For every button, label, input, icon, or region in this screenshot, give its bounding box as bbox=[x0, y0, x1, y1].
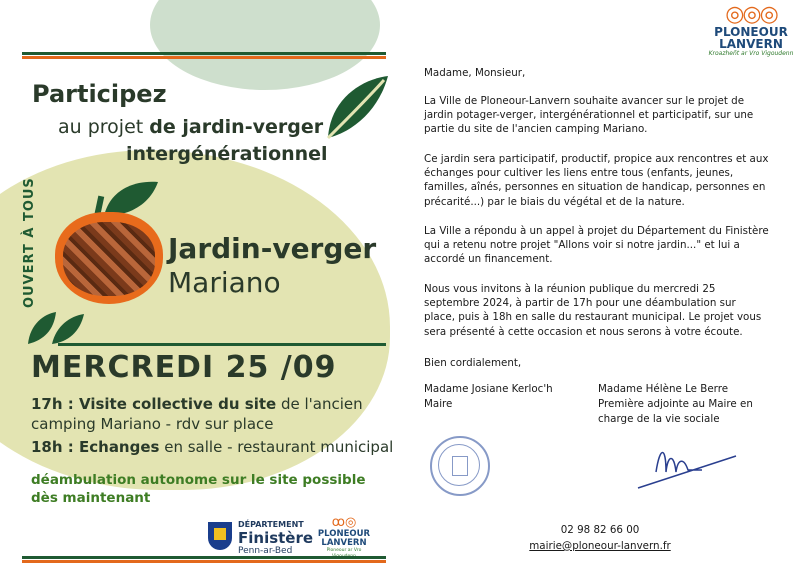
departement-line3: Penn-ar-Bed bbox=[238, 546, 293, 556]
visit-time: 17h : Visite collective du site bbox=[31, 395, 277, 413]
small-leaves-icon bbox=[24, 304, 86, 348]
letter-paragraph-4: Nous vous invitons à la réunion publique du mercredi 25 septembre 2024, à partir de 17h pour une déambulation sur place, puis à 18h en salle du restaurant municipal. Le projet vous sera présenté à cette occasion et nous serons à votre écoute. bbox=[424, 283, 762, 338]
letter-paragraph-2: Ce jardin sera participatif, productif, propice aux rencontres et aux échanges pour cultiver les liens entre tous (enfants, jeunes, familles, aînés, personnes en situation de handicap, personnes en précarité...) par le biais du végétal et de la nature. bbox=[424, 153, 769, 208]
town-spiral-icon: ◎◎◎ bbox=[725, 2, 777, 27]
signatory-deputy bbox=[598, 382, 788, 427]
autonomous-visit-note: déambulation autonome sur le site possible dès maintenant bbox=[31, 472, 366, 506]
garden-name-line1: Jardin-verger bbox=[168, 232, 377, 265]
flyer-subtitle bbox=[58, 116, 323, 138]
open-to-all-badge bbox=[22, 178, 40, 308]
schedule-exchange bbox=[31, 438, 400, 456]
contact-email[interactable]: mairie@ploneour-lanvern.fr bbox=[529, 540, 671, 552]
town-spiral-icon: ꝏ◎ bbox=[331, 515, 357, 530]
mayor-role: Maire bbox=[424, 398, 453, 410]
top-stripe-orange bbox=[22, 56, 386, 59]
garden-name-line2: Mariano bbox=[168, 266, 281, 299]
flyer-title: Participez bbox=[32, 80, 167, 108]
invitation-letter bbox=[400, 0, 800, 572]
departement-logo bbox=[208, 518, 316, 558]
town-logo bbox=[708, 4, 794, 66]
letter-paragraph-3: La Ville a répondu à un appel à projet du Département du Finistère qui a retenu notre projet "Allons voir si notre jardin..." et lui a accordé un financement. bbox=[424, 225, 769, 266]
event-date: MERCREDI 25 /09 bbox=[31, 350, 337, 385]
subtitle-plain: au projet bbox=[58, 116, 150, 138]
town-logo-small-tagline: Ploneour ar Vro bbox=[326, 548, 362, 553]
town-logo-line1: PLONEOUR bbox=[714, 25, 788, 39]
letter-paragraph-1: La Ville de Ploneour-Lanvern souhaite avancer sur le projet de jardin potager-verger, intergénérationnel et participatif, sur une partie du site de l'ancien camping Mariano. bbox=[424, 95, 754, 136]
departement-line1: DÉPARTEMENT bbox=[238, 520, 304, 529]
subtitle-bold: de jardin-verger bbox=[149, 116, 324, 138]
letter-closing: Bien cordialement, bbox=[424, 357, 522, 369]
open-to-all-text: OUVERT À TOUS bbox=[22, 177, 37, 308]
letter-salutation: Madame, Monsieur, bbox=[424, 67, 526, 79]
schedule-visit bbox=[31, 394, 391, 434]
top-stripe-green bbox=[22, 52, 386, 55]
flyer-subtitle-line2: intergénérationnel bbox=[126, 143, 328, 165]
deputy-role: Première adjointe au Maire en charge de la vie sociale bbox=[598, 398, 753, 425]
town-logo-line2: LANVERN bbox=[719, 37, 783, 51]
town-logo-tagline: Kroazheñt ar Vro Vigoudenn bbox=[708, 50, 794, 57]
town-logo-small-line1: PLONEOUR bbox=[317, 529, 371, 539]
signatory-mayor bbox=[424, 382, 553, 412]
contact-info bbox=[400, 522, 800, 554]
deputy-name: Madame Hélène Le Berre bbox=[598, 383, 729, 395]
garden-photo bbox=[63, 222, 155, 296]
leaf-icon bbox=[318, 72, 390, 142]
exchange-details: en salle - restaurant municipal bbox=[159, 438, 394, 456]
town-logo-small bbox=[316, 516, 372, 560]
exchange-time: 18h : Echanges bbox=[31, 438, 160, 456]
handwritten-signature bbox=[632, 436, 742, 496]
bottom-stripe-green bbox=[22, 556, 386, 559]
departement-line2: Finistère bbox=[238, 529, 314, 547]
mayor-name: Madame Josiane Kerloc'h bbox=[424, 383, 553, 395]
town-logo-small-line2: LANVERN bbox=[321, 538, 367, 548]
contact-phone: 02 98 82 66 00 bbox=[560, 524, 640, 536]
town-hall-stamp bbox=[430, 436, 490, 496]
date-stripe bbox=[58, 343, 386, 346]
departement-shield-icon bbox=[208, 522, 232, 550]
bottom-stripe-orange bbox=[22, 560, 386, 563]
visit-details: de l'ancien camping Mariano - rdv sur place bbox=[31, 395, 363, 433]
